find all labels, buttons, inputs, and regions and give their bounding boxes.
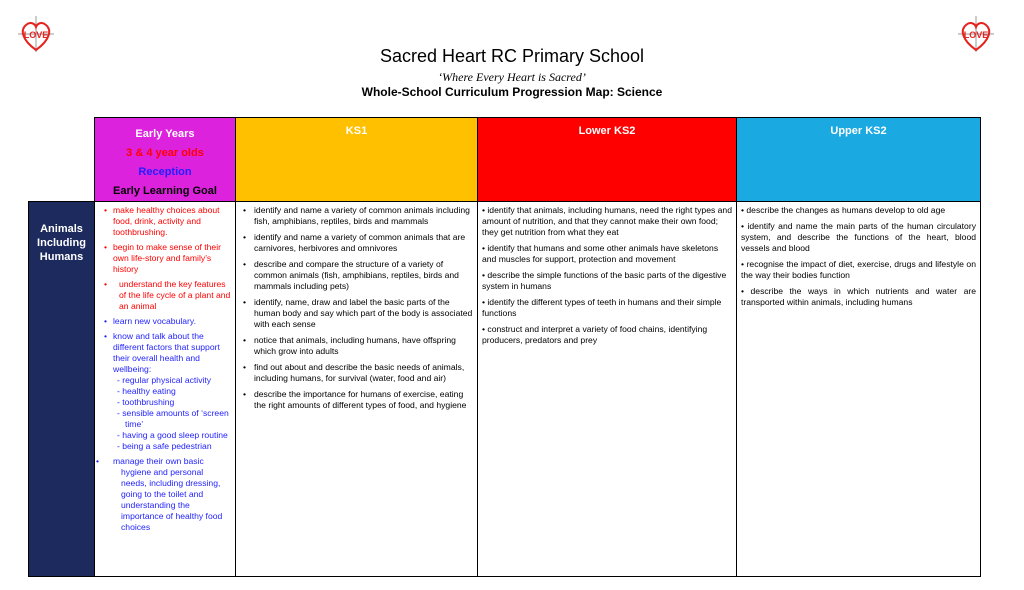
list-item: • identify the different types of teeth in humans and their simple functions <box>482 297 722 318</box>
lower-ks2-title: Lower KS2 <box>578 125 636 137</box>
early-years-cell <box>95 202 236 577</box>
list-item: • identify that animals, including humans, need the right types and amount of nutrition, and that they cannot make their own food; they get nutrition from what they eat <box>482 205 732 237</box>
list-item: • identify and name the main parts of the human circulatory system, and describe the functions of the heart, blood vessels and blood <box>741 221 976 253</box>
header-ks1 <box>236 118 478 202</box>
list-item: • describe and compare the structure of a variety of common animals (fish, amphibians, reptiles, birds and mammals including pets) <box>240 259 473 292</box>
list-item: • understand the key features of the life cycle of a plant and an animal <box>99 279 231 312</box>
list-item: • identify that humans and some other animals have skeletons and muscles for support, protection and movement <box>482 243 719 264</box>
svg-text:LOVE: LOVE <box>963 30 989 40</box>
health-intro: know and talk about the different factors that support their overall health and wellbeing: <box>113 331 220 374</box>
early-years-goal: Early Learning Goal <box>113 185 217 197</box>
corner-cell <box>29 118 95 202</box>
list-item: • recognise the impact of diet, exercise, drugs and lifestyle on the way their bodies function <box>741 259 976 280</box>
list-item: • find out about and describe the basic needs of animals, including humans, for survival (water, food and air) <box>240 362 473 384</box>
list-item: • identify and name a variety of common animals that are carnivores, herbivores and omnivores <box>240 232 473 254</box>
upper-ks2-cell <box>737 202 981 577</box>
list-item: • identify, name, draw and label the basic parts of the human body and say which part of the body is associated with each sense <box>240 297 473 330</box>
list-item: • describe the ways in which nutrients and water are transported within animals, including humans <box>741 286 976 307</box>
header-early-years <box>95 118 236 202</box>
list-item: • describe the importance for humans of exercise, eating the right amounts of different types of food, and hygiene <box>240 389 473 411</box>
school-motto: ‘Where Every Heart is Sacred’ <box>438 70 586 84</box>
list-item: • identify and name a variety of common animals including fish, amphibians, reptiles, birds and mammals <box>240 205 473 227</box>
column-header-row <box>29 118 981 202</box>
health-item: - sensible amounts of ‘screen time’ <box>117 408 229 429</box>
ks1-title: KS1 <box>345 125 368 137</box>
lower-ks2-cell <box>478 202 737 577</box>
upper-ks2-title: Upper KS2 <box>830 125 887 137</box>
list-item <box>99 331 231 452</box>
progression-table <box>28 117 981 577</box>
map-title: Whole-School Curriculum Progression Map: Science <box>361 85 663 99</box>
row-label: Animals Including Humans <box>29 202 95 577</box>
list-item: • construct and interpret a variety of food chains, identifying producers, predators and prey <box>482 324 708 345</box>
list-item: • describe the simple functions of the basic parts of the digestive system in humans <box>482 270 727 291</box>
health-item: - having a good sleep routine <box>117 430 228 440</box>
school-name: Sacred Heart RC Primary School <box>379 46 645 66</box>
health-item: - regular physical activity <box>117 375 212 385</box>
health-item: - toothbrushing <box>117 397 175 407</box>
header-lower-ks2 <box>478 118 737 202</box>
list-item: • begin to make sense of their own life-story and family’s history <box>99 242 231 275</box>
list-item: • describe the changes as humans develop to old age <box>741 205 946 215</box>
early-years-title: Early Years <box>135 128 195 140</box>
animals-row <box>29 202 981 577</box>
list-item: • learn new vocabulary. <box>99 316 231 327</box>
early-years-reception: Reception <box>138 166 192 178</box>
ks1-cell <box>236 202 478 577</box>
health-item: - being a safe pedestrian <box>117 441 212 451</box>
list-item: • notice that animals, including humans, have offspring which grow into adults <box>240 335 473 357</box>
header-upper-ks2 <box>737 118 981 202</box>
early-years-age: 3 & 4 year olds <box>126 147 204 159</box>
list-item: • make healthy choices about food, drink, activity and toothbrushing. <box>99 205 231 238</box>
health-item: - healthy eating <box>117 386 176 396</box>
svg-text:LOVE: LOVE <box>23 30 49 40</box>
list-item: • manage their own basic hygiene and personal needs, including dressing, going to the toilet and understanding the importance of healthy food choices <box>99 456 231 533</box>
